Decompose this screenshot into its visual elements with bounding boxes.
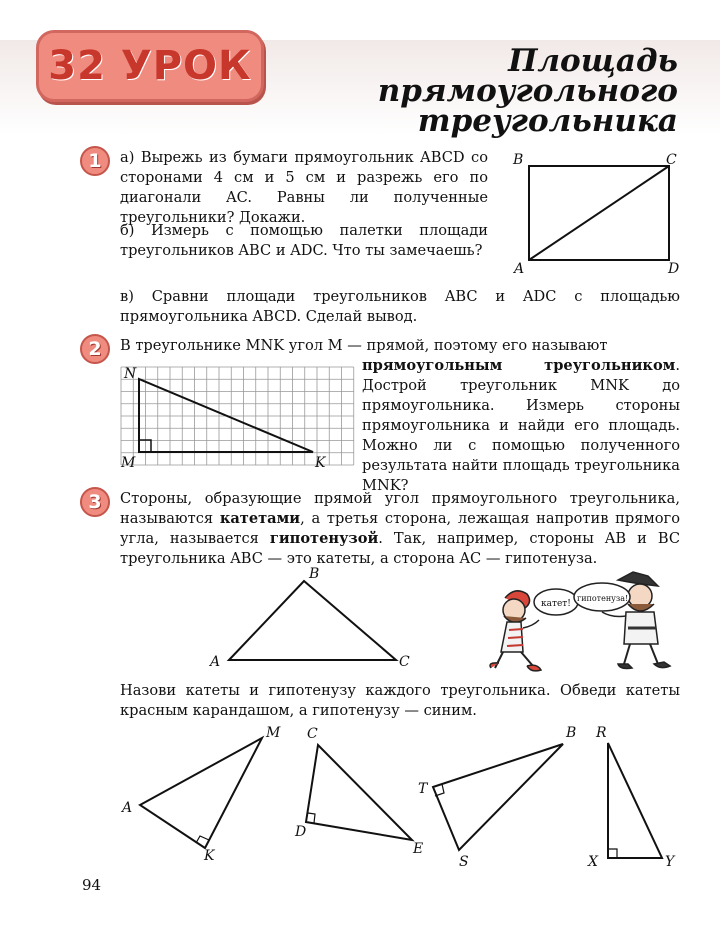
term-gipotenuza: гипотенузой — [269, 530, 379, 547]
label-d: D — [668, 261, 680, 277]
label-t2-c: C — [307, 726, 318, 742]
term-katety: катетами — [219, 510, 301, 527]
task-3-number: 3 — [80, 487, 110, 517]
task-2-number: 2 — [80, 334, 110, 364]
task-1-part-c: в) Сравни площади треугольников ABC и ADC с площадью прямоугольника ABCD. Сделай вывод. — [120, 288, 680, 325]
lesson-title-line-1: Площадь — [508, 43, 678, 79]
label-t3-b: B — [566, 725, 577, 741]
label-k: K — [315, 455, 326, 471]
triangle-amk — [140, 738, 262, 848]
task-3-text-3: . Так, например, стороны AB и BC треугольника ABC — это катеты, а сторона AC — гипотенуза. — [120, 530, 680, 567]
label-t4-y: Y — [665, 854, 675, 870]
label-t1-k: K — [204, 848, 215, 864]
label-n: N — [124, 366, 137, 382]
triangle-rxy — [608, 743, 662, 858]
label-t3-t: T — [418, 781, 428, 797]
triangle-cde — [306, 745, 412, 840]
right-angle-mark-d — [308, 813, 315, 823]
label-t4-r: R — [596, 725, 607, 741]
left-bubble-text: катет! — [541, 599, 571, 609]
task-3-text-1: Стороны, образующие прямой угол прямоугольного треугольника, называются — [120, 490, 680, 527]
right-angle-mark-x — [608, 849, 617, 858]
label-t1-a: A — [122, 800, 133, 816]
label-a3: A — [210, 654, 221, 670]
task-2-text-after: . Дострой треугольник MNK до прямоугольника. Измерь стороны прямоугольника и найди его площадь. Можно ли с помощью полученного результата найти площадь треугольника MNK? — [362, 357, 680, 494]
label-b: B — [513, 152, 524, 168]
task-1-number: 1 — [80, 146, 110, 176]
page-number: 94 — [82, 876, 102, 894]
task-3-text-2: , а третья сторона, лежащая напротив прямого угла, называется — [120, 510, 680, 547]
lesson-title-line-2: прямоугольного — [377, 73, 678, 109]
label-c: C — [666, 152, 677, 168]
triangle-bts — [433, 744, 563, 850]
label-c3: C — [399, 654, 410, 670]
task-3-instruction: Назови катеты и гипотенузу каждого треугольника. Обведи катеты красным карандашом, а гипотенузу — синим. — [120, 682, 680, 719]
task-1-part-a: а) Вырежь из бумаги прямоугольник ABCD со сторонами 4 см и 5 см и разрежь его по диагонали AC. Равны ли полученные треугольники? Докажи. — [120, 149, 488, 226]
label-t1-m: M — [266, 725, 281, 741]
task-2-text-before: В треугольнике MNK угол M — прямой, поэтому его называют — [120, 337, 608, 354]
task-2-bold-term: прямоугольным треугольником — [362, 357, 676, 374]
lesson-badge-label: 32 УРОК — [48, 43, 252, 89]
label-a: A — [514, 261, 525, 277]
label-m: M — [121, 455, 136, 471]
right-bubble-text: гипотенуза! — [577, 594, 629, 603]
label-t2-e: E — [413, 841, 424, 857]
label-t2-d: D — [295, 824, 307, 840]
label-b3: B — [309, 566, 320, 582]
label-t3-s: S — [459, 854, 469, 870]
lesson-title-line-3: треугольника — [417, 103, 678, 139]
label-t4-x: X — [588, 854, 598, 870]
task-1-part-b: б) Измерь с помощью палетки площади треугольников ABC и ADC. Что ты замечаешь? — [120, 222, 488, 259]
